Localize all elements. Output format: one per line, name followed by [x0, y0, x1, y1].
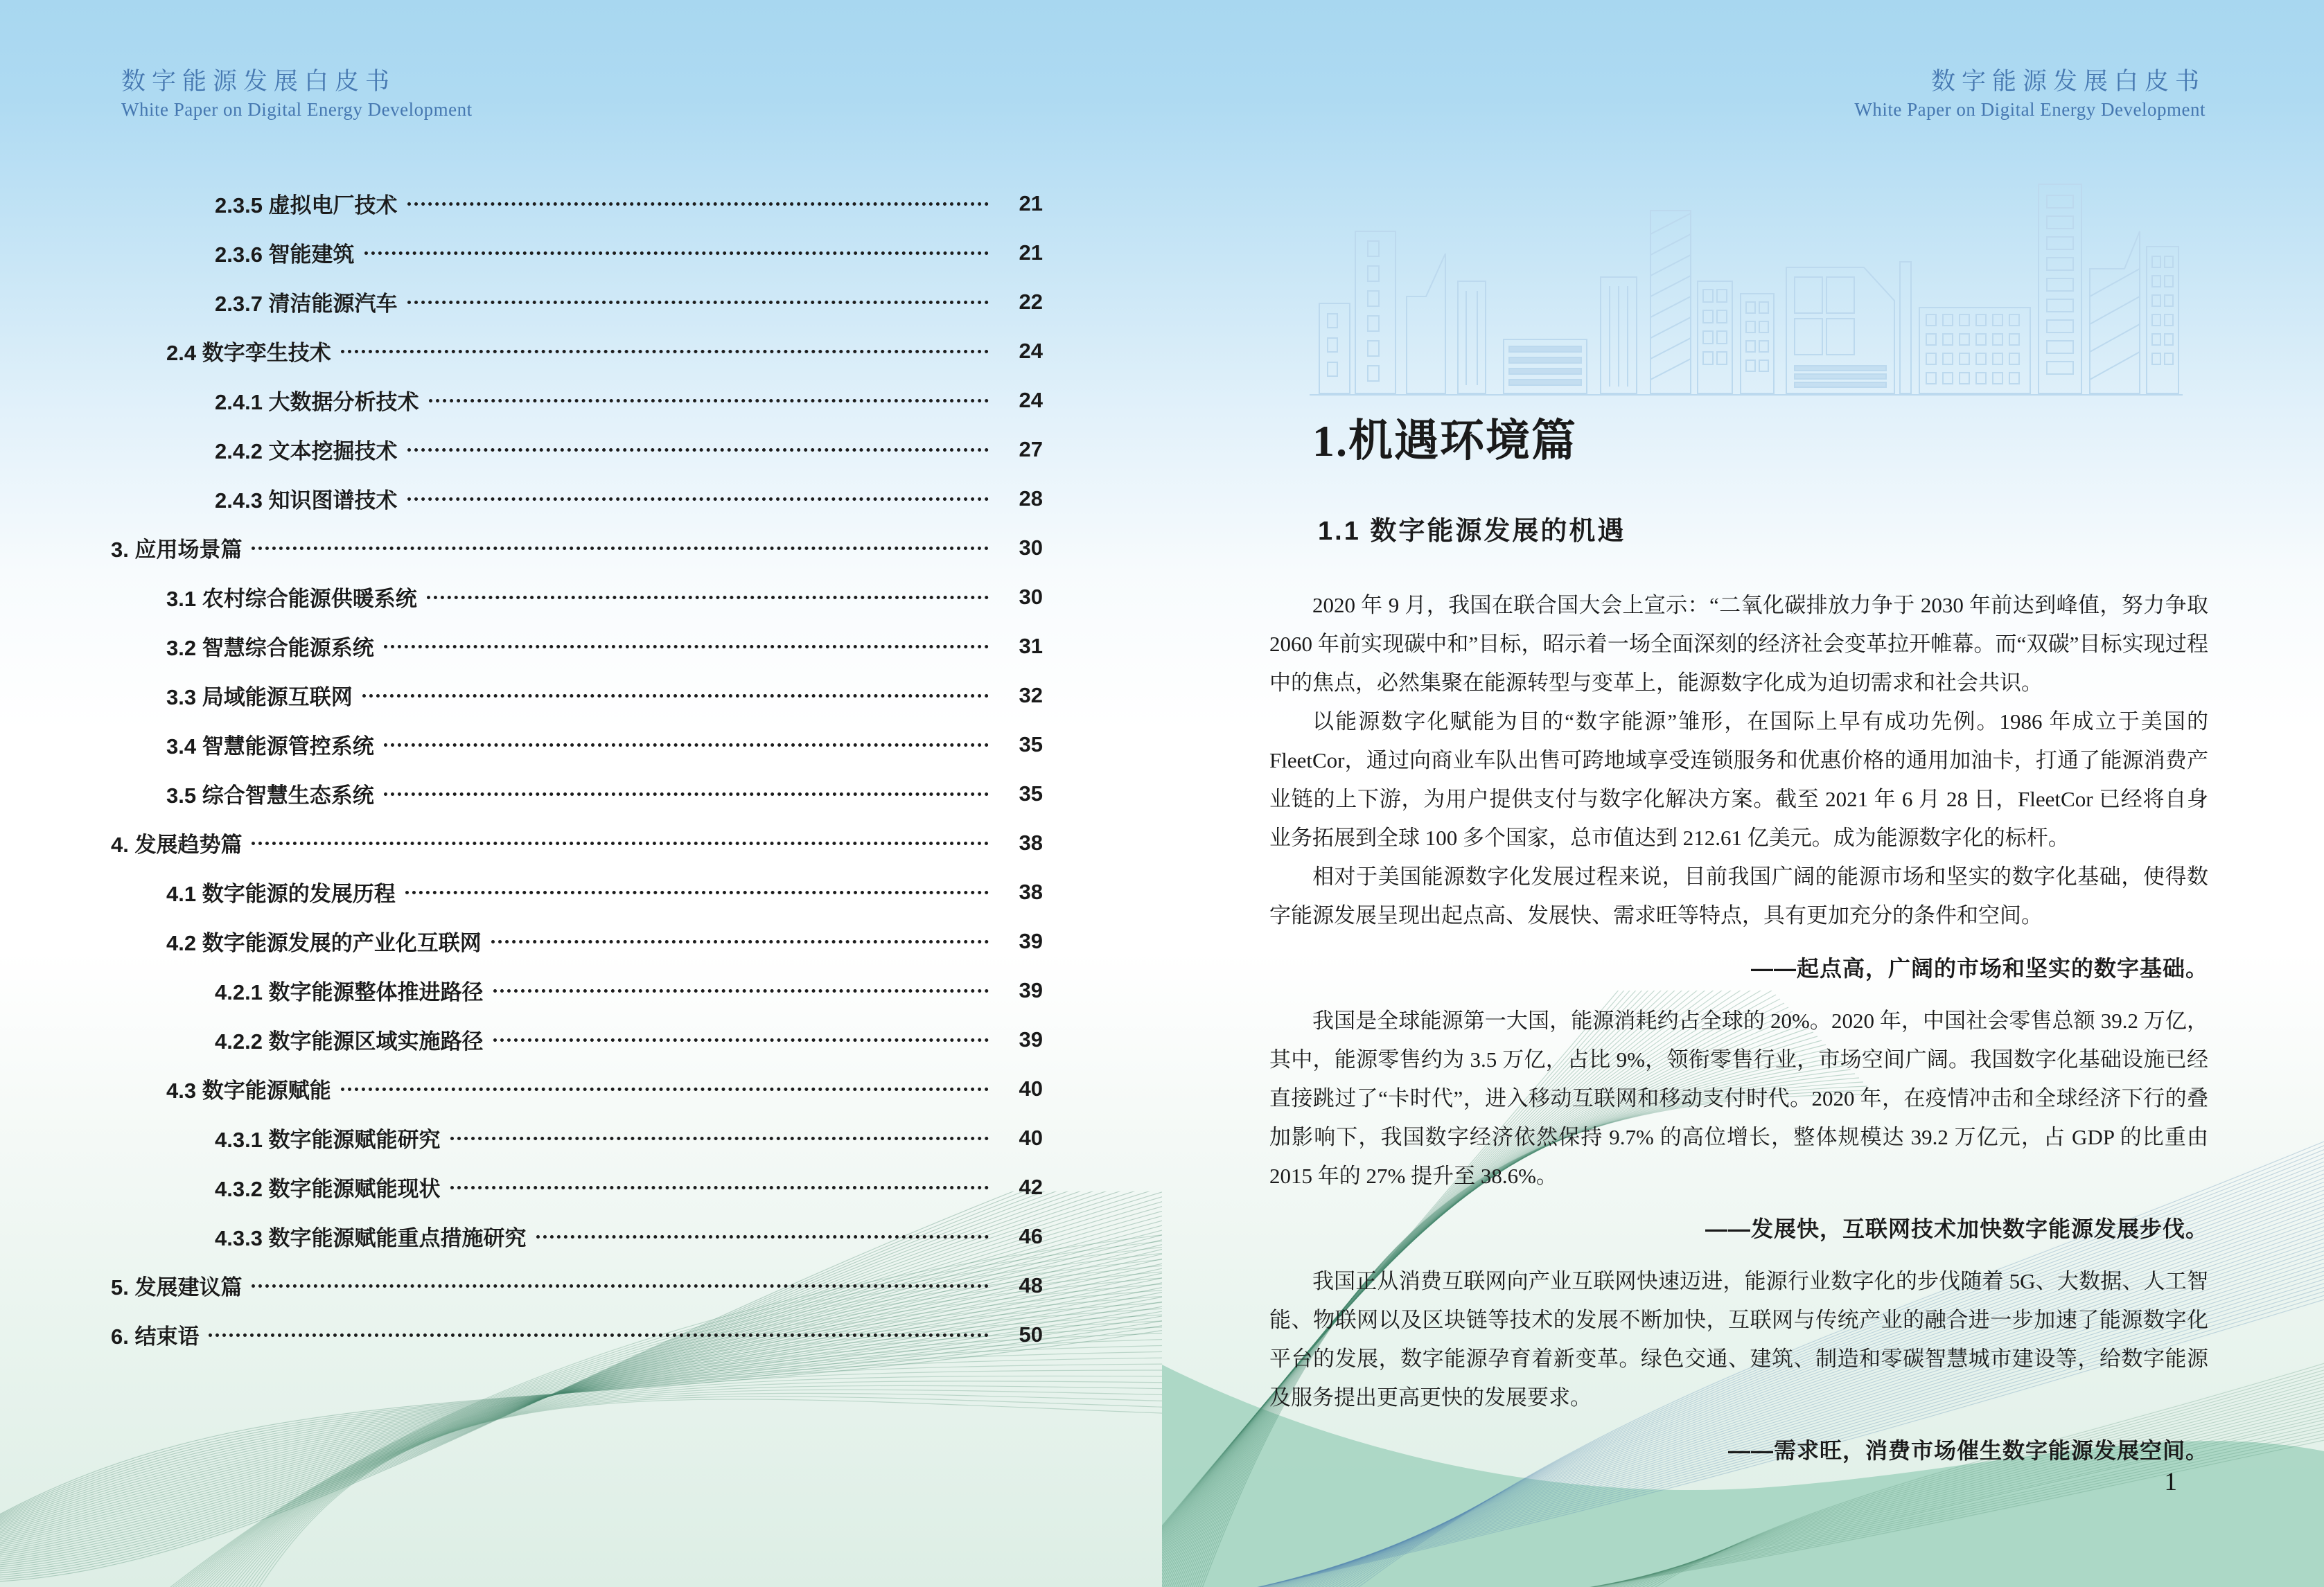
- toc-entry[interactable]: [111, 425, 1043, 474]
- chapter-title: 1.机遇环境篇: [1312, 416, 1577, 466]
- toc-entry-label: 2.4.1 大数据分析技术: [215, 390, 419, 414]
- toc-entry-label: 2.4 数字孪生技术: [166, 341, 331, 365]
- toc-entry-page-number: 30: [1019, 535, 1043, 560]
- toc-entry[interactable]: [111, 1310, 1043, 1359]
- toc-dot-leader: [407, 448, 989, 452]
- toc-entry-page-number: 31: [1019, 633, 1043, 658]
- toc-entry[interactable]: [111, 671, 1043, 720]
- toc-entry-label: 3.4 智慧能源管控系统: [166, 734, 374, 759]
- toc-entry[interactable]: [111, 1261, 1043, 1310]
- toc-entry[interactable]: [111, 474, 1043, 523]
- toc-entry[interactable]: [111, 966, 1043, 1015]
- toc-entry-label: 4.2 数字能源发展的产业化互联网: [166, 931, 482, 955]
- paragraph: 我国正从消费互联网向产业互联网快速迈进，能源行业数字化的步伐随着 5G、大数据、人工智能、物联网以及区块链等技术的发展不断加快，互联网与传统产业的融合进一步加速了能源数字化平台的发展，数字能源孕育着新变革。绿色交通、建筑、制造和零碳智慧城市建设等，给数字能源及服务提出更高更快的发展要求。: [1269, 1269, 2208, 1410]
- toc-dot-leader: [384, 645, 989, 648]
- toc-entry-label: 4.1 数字能源的发展历程: [166, 882, 396, 906]
- toc-entry[interactable]: [111, 1015, 1043, 1064]
- toc-entry[interactable]: [111, 1113, 1043, 1162]
- toc-entry[interactable]: [111, 1162, 1043, 1212]
- toc-entry-label: 3.1 农村综合能源供暖系统: [166, 587, 417, 611]
- toc-entry-page-number: 40: [1019, 1125, 1043, 1150]
- toc-entry-label: 2.3.6 智能建筑: [215, 242, 355, 267]
- toc-dot-leader: [429, 399, 989, 402]
- toc-entry[interactable]: [111, 621, 1043, 671]
- toc-entry-page-number: 39: [1019, 977, 1043, 1002]
- toc-entry-page-number: 38: [1019, 879, 1043, 904]
- toc-dot-leader: [364, 251, 989, 255]
- toc-entry-label: 4.3.3 数字能源赋能重点措施研究: [215, 1226, 527, 1250]
- running-head-right: [1854, 67, 2206, 122]
- page-number: 1: [2164, 1468, 2177, 1496]
- toc-entry-label: 4.2.1 数字能源整体推进路径: [215, 980, 484, 1004]
- toc-entry[interactable]: [111, 720, 1043, 769]
- toc-dot-leader: [209, 1333, 989, 1337]
- toc-entry[interactable]: [111, 277, 1043, 326]
- toc-dot-leader: [450, 1186, 989, 1189]
- toc-dot-leader: [407, 301, 989, 304]
- toc-entry-page-number: 46: [1019, 1223, 1043, 1248]
- toc-entry-page-number: 27: [1019, 436, 1043, 461]
- toc-entry-label: 6. 结束语: [111, 1324, 200, 1349]
- paragraph: 以能源数字化赋能为目的“数字能源”雏形，在国际上早有成功先例。1986 年成立于美国的 FleetCor，通过向商业车队出售可跨地域享受连锁服务和优惠价格的通用加油卡，打通了能源消费产业链的上下游，为用户提供支付与数字化解决方案。截至 2021 年 6 月 28 日，FleetCor 已经将自身业务拓展到全球 100 多个国家，总市值达到 212.61 亿美元。成为能源数字化的标杆。: [1269, 709, 2208, 850]
- emphasis-callout: ——需求旺，消费市场催生数字能源发展空间。: [1727, 1438, 2208, 1463]
- toc-dot-leader: [252, 842, 989, 845]
- toc-entry-label: 3.5 综合智慧生态系统: [166, 783, 374, 808]
- toc-dot-leader: [405, 891, 989, 894]
- toc-entry-label: 5. 发展建议篇: [111, 1275, 243, 1300]
- toc-entry[interactable]: [111, 818, 1043, 867]
- toc-dot-leader: [407, 497, 989, 501]
- toc-entry-label: 4. 发展趋势篇: [111, 833, 243, 857]
- toc-entry-page-number: 24: [1019, 338, 1043, 363]
- toc-dot-leader: [427, 596, 989, 599]
- toc-entry-page-number: 38: [1019, 830, 1043, 855]
- paragraph: 我国是全球能源第一大国，能源消耗约占全球的 20%。2020 年，中国社会零售总额 39.2 万亿，其中，能源零售约为 3.5 万亿，占比 9%，领衔零售行业，市场空间广阔。我国数字化基础设施已经直接跳过了“卡时代”，进入移动互联网和移动支付时代。2020 年，在疫情冲击和全球经济下行的叠加影响下，我国数字经济依然保持 9.7% 的高位增长，整体规模达 39.2 万亿元，占 GDP 的比重由 2015 年的 27% 提升至 38.6%。: [1269, 1009, 2208, 1188]
- toc-dot-leader: [384, 743, 989, 747]
- toc-entry-page-number: 35: [1019, 781, 1043, 806]
- chapter-content: [1269, 405, 2208, 1484]
- toc-dot-leader: [341, 350, 989, 353]
- toc-entry-page-number: 50: [1019, 1322, 1043, 1347]
- toc-entry-page-number: 21: [1019, 240, 1043, 265]
- toc-entry[interactable]: [111, 769, 1043, 818]
- skyline-buildings: [1310, 184, 2183, 395]
- page-right: [1162, 0, 2324, 1587]
- toc-entry[interactable]: [111, 1212, 1043, 1261]
- body-text: [1269, 586, 2208, 1470]
- section-title: 1.1 数字能源发展的机遇: [1318, 517, 1626, 546]
- toc-entry-page-number: 39: [1019, 928, 1043, 953]
- toc-entry[interactable]: [111, 375, 1043, 425]
- toc-dot-leader: [384, 792, 989, 796]
- toc-entry-page-number: 21: [1019, 190, 1043, 215]
- toc-entry-label: 2.4.2 文本挖掘技术: [215, 439, 398, 463]
- toc-entry-label: 2.4.3 知识图谱技术: [215, 488, 398, 513]
- toc-dot-leader: [407, 202, 989, 206]
- document-title-zh: 数字能源发展白皮书: [1930, 68, 2206, 95]
- toc-entry-page-number: 32: [1019, 682, 1043, 707]
- toc-entry-label: 3.3 局域能源互联网: [166, 685, 353, 709]
- toc-entry[interactable]: [111, 867, 1043, 916]
- toc-entry-page-number: 35: [1019, 732, 1043, 756]
- city-skyline-illustration: [1310, 165, 2183, 397]
- running-head-left: [121, 67, 473, 122]
- toc-dot-leader: [450, 1137, 989, 1140]
- toc-dot-leader: [493, 989, 989, 993]
- toc-dot-leader: [491, 940, 989, 943]
- toc-dot-leader: [362, 694, 989, 698]
- toc-entry-page-number: 42: [1019, 1174, 1043, 1199]
- toc-entry[interactable]: [111, 179, 1043, 228]
- toc-entry[interactable]: [111, 572, 1043, 621]
- toc-entry-page-number: 40: [1019, 1076, 1043, 1101]
- document-title-en: White Paper on Digital Energy Development: [121, 99, 473, 120]
- toc-entry[interactable]: [111, 916, 1043, 966]
- toc-dot-leader: [252, 1284, 989, 1288]
- toc-entry-label: 4.2.2 数字能源区域实施路径: [215, 1029, 484, 1054]
- toc-entry[interactable]: [111, 326, 1043, 375]
- table-of-contents: [111, 179, 1043, 1359]
- toc-entry-page-number: 48: [1019, 1273, 1043, 1297]
- toc-entry-page-number: 28: [1019, 486, 1043, 511]
- emphasis-callout: ——起点高，广阔的市场和坚实的数字基础。: [1750, 956, 2208, 981]
- toc-entry-label: 4.3.2 数字能源赋能现状: [215, 1177, 441, 1201]
- toc-entry-page-number: 24: [1019, 387, 1043, 412]
- document-title-en: White Paper on Digital Energy Development: [1854, 99, 2206, 120]
- toc-entry-label: 2.3.7 清洁能源汽车: [215, 292, 398, 316]
- toc-dot-leader: [536, 1235, 989, 1239]
- paragraph: 2020 年 9 月，我国在联合国大会上宣示：“二氧化碳排放力争于 2030 年前达到峰值，努力争取 2060 年前实现碳中和”目标，昭示着一场全面深刻的经济社会变革拉开帷幕。而“双碳”目标实现过程中的焦点，必然集聚在能源转型与变革上，能源数字化成为迫切需求和社会共识。: [1269, 593, 2208, 695]
- document-title-zh: 数字能源发展白皮书: [121, 68, 396, 95]
- emphasis-callout: ——发展快，互联网技术加快数字能源发展步伐。: [1705, 1216, 2208, 1241]
- toc-entry-page-number: 39: [1019, 1027, 1043, 1052]
- toc-entry[interactable]: [111, 228, 1043, 277]
- toc-entry-page-number: 30: [1019, 584, 1043, 609]
- toc-entry-label: 4.3.1 数字能源赋能研究: [215, 1128, 441, 1152]
- toc-entry-label: 3.2 智慧综合能源系统: [166, 636, 374, 660]
- toc-dot-leader: [493, 1038, 989, 1042]
- toc-entry-label: 3. 应用场景篇: [111, 538, 243, 562]
- toc-dot-leader: [252, 547, 989, 550]
- toc-entry[interactable]: [111, 523, 1043, 572]
- toc-entry-label: 4.3 数字能源赋能: [166, 1079, 331, 1103]
- toc-entry-label: 2.3.5 虚拟电厂技术: [215, 193, 398, 218]
- paragraph: 相对于美国能源数字化发展过程来说，目前我国广阔的能源市场和坚实的数字化基础，使得数字能源发展呈现出起点高、发展快、需求旺等特点，具有更加充分的条件和空间。: [1269, 865, 2208, 928]
- toc-entry[interactable]: [111, 1064, 1043, 1113]
- toc-entry-page-number: 22: [1019, 289, 1043, 314]
- toc-dot-leader: [341, 1088, 989, 1091]
